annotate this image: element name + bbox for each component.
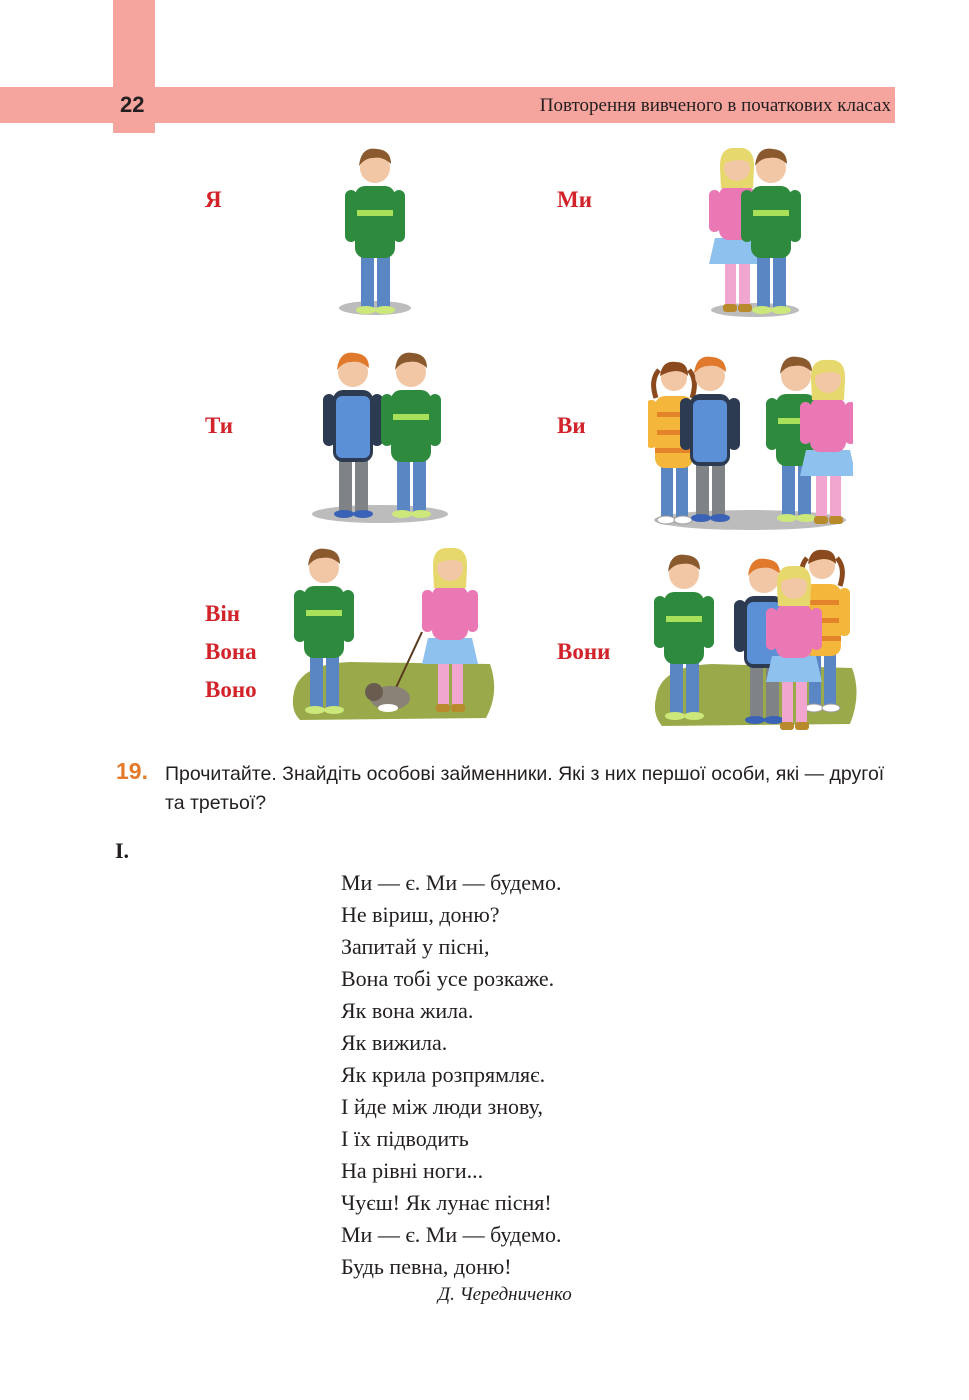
illustration-vy (648, 352, 853, 532)
pronoun-vono: Воно (205, 677, 257, 702)
illustration-my (705, 148, 805, 320)
pronoun-vin: Він (205, 601, 240, 626)
pronoun-my: Ми (557, 187, 592, 212)
exercise-number: 19. (116, 758, 148, 784)
illustration-vin-vona-vono (290, 542, 500, 728)
running-title: Повторення вивченого в початкових класах (539, 95, 891, 116)
poem-line: І їх підводить (341, 1126, 469, 1151)
poem-line: На рівні ноги... (341, 1158, 484, 1183)
illustration-ty (305, 348, 455, 526)
exercise-instruction: Прочитайте. Знайдіть особові займенники. Які з них першої особи, які — другої та третьої? (165, 763, 885, 814)
pronoun-vy: Ви (557, 413, 586, 438)
poem-line: Чуєш! Як лунає пісня! (341, 1190, 552, 1215)
poem-line: Ми — є. Ми — будемо. (341, 1222, 562, 1247)
poem-line: Як вижила. (341, 1030, 448, 1055)
poem (341, 867, 561, 1283)
poem-line: Як крила розпрямляє. (341, 1062, 546, 1087)
poem-line: Будь певна, доню! (341, 1254, 512, 1279)
poem-line: Запитай у пісні, (341, 934, 490, 959)
pronoun-vony: Вони (557, 639, 611, 664)
page-number: 22 (120, 92, 145, 117)
illustration-ya (330, 148, 420, 320)
section-marker: I. (115, 838, 130, 863)
poem-author: Д. Чередниченко (438, 1284, 572, 1305)
illustration-vony (652, 542, 862, 732)
pronoun-vona: Вона (205, 639, 257, 664)
poem-line: І йде між люди знову, (341, 1094, 543, 1119)
pronoun-ty: Ти (205, 413, 234, 438)
poem-line: Як вона жила. (341, 998, 474, 1023)
poem-line: Вона тобі усе розкаже. (341, 966, 555, 991)
poem-line: Не віриш, доню? (341, 902, 500, 927)
pronoun-ya: Я (205, 187, 222, 212)
poem-line: Ми — є. Ми — будемо. (341, 870, 562, 895)
